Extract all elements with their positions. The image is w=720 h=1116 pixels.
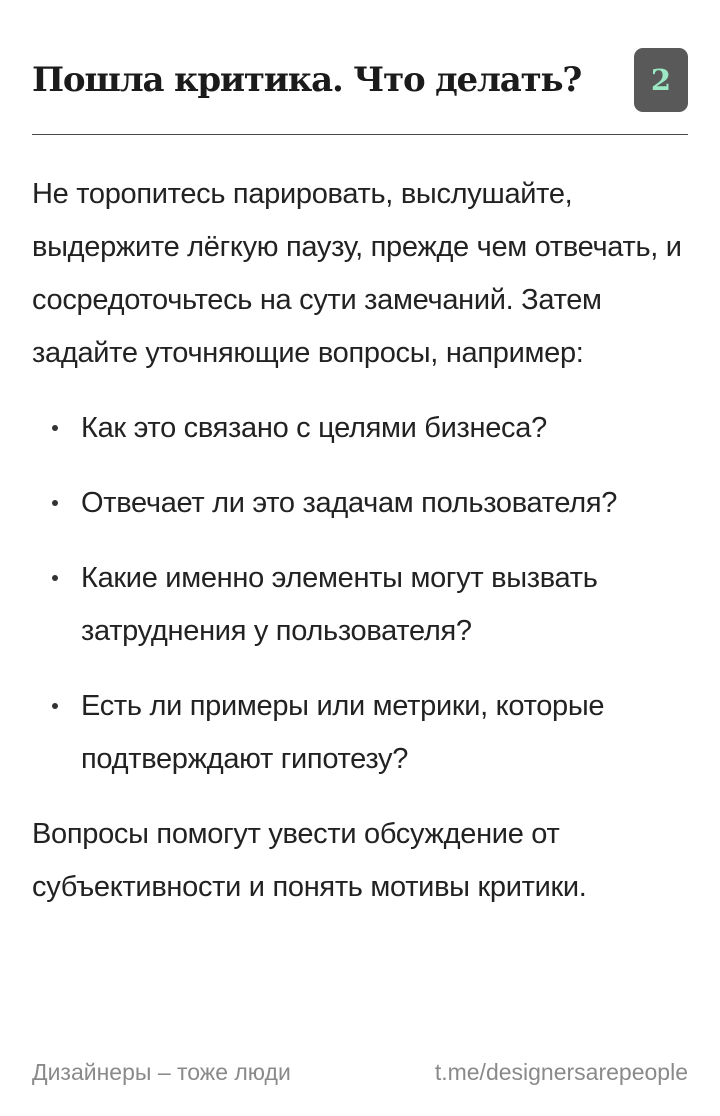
page-number-badge: 2 bbox=[634, 48, 688, 112]
channel-link[interactable]: t.me/designersarepeople bbox=[434, 1059, 688, 1085]
bullet-icon bbox=[52, 575, 58, 581]
bullet-icon bbox=[52, 425, 58, 431]
question-text: Отвечает ли это задачам пользователя? bbox=[81, 487, 618, 519]
question-text: Как это связано с целями бизнеса? bbox=[81, 412, 547, 444]
list-item bbox=[32, 552, 692, 658]
bullet-icon bbox=[52, 703, 58, 709]
list-item bbox=[32, 402, 692, 455]
slide-footer bbox=[32, 1055, 688, 1089]
channel-name: Дизайнеры – тоже люди bbox=[32, 1059, 291, 1085]
list-item bbox=[32, 680, 692, 786]
bullet-icon bbox=[52, 500, 58, 506]
question-text: Какие именно элементы могут вызвать затруднения у пользователя? bbox=[81, 562, 598, 647]
slide-title: Пошла критика. Что делать? bbox=[32, 60, 582, 100]
header-divider bbox=[32, 134, 688, 135]
outro-paragraph: Вопросы помогут увести обсуждение от субъективности и понять мотивы критики. bbox=[32, 818, 587, 903]
slide-content bbox=[32, 168, 692, 914]
intro-paragraph: Не торопитесь парировать, выслушайте, выдержите лёгкую паузу, прежде чем отвечать, и сосредоточьтесь на сути замечаний. Затем задайте уточняющие вопросы, например: bbox=[32, 178, 682, 369]
slide-header bbox=[32, 44, 688, 116]
list-item bbox=[32, 477, 692, 530]
question-list bbox=[32, 402, 692, 786]
question-text: Есть ли примеры или метрики, которые подтверждают гипотезу? bbox=[81, 690, 605, 775]
